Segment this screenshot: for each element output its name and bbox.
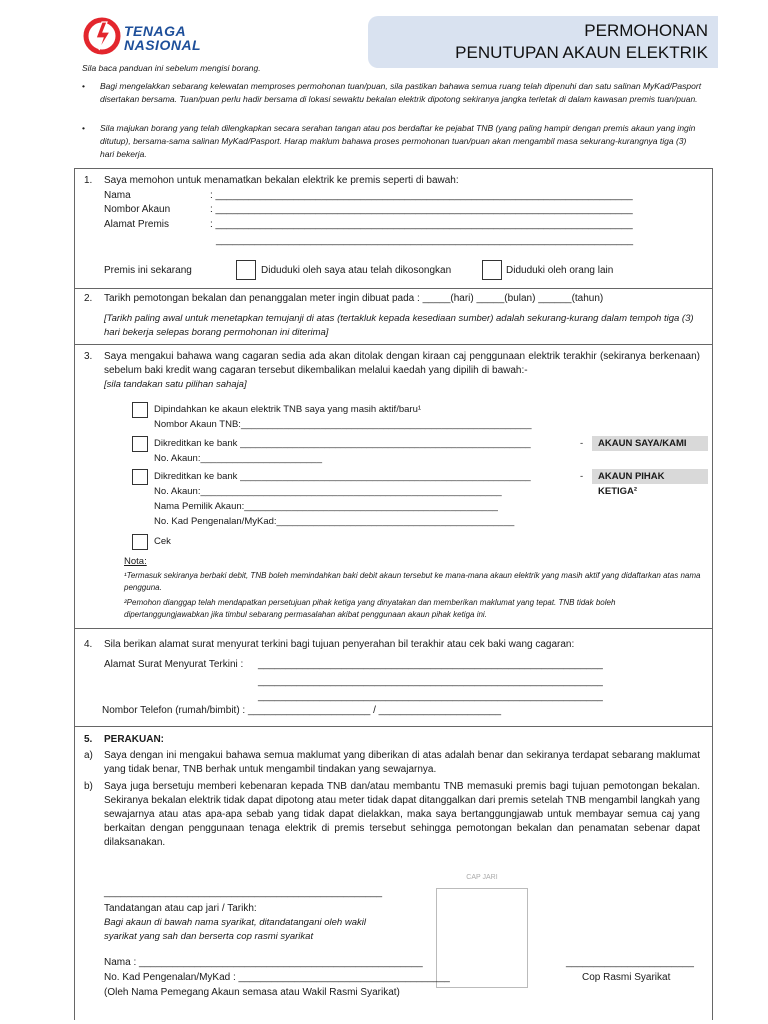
bullet-dot-icon: •: [82, 81, 85, 91]
divider-3: [74, 628, 712, 629]
cop-rasmi-line[interactable]: _______________________: [566, 957, 694, 968]
section1-text: Saya memohon untuk menamatkan bekalan elektrik ke premis seperti di bawah:: [104, 175, 459, 186]
nombor-akaun-tnb-field[interactable]: Nombor Akaun TNB:_______________________________________________________: [154, 419, 532, 430]
guideline-bullet-2: [82, 122, 702, 162]
section2-note: [Tarikh paling awal untuk menetapkan temujanji di atas (tertakluk kepada kesediaan sumber) adalah sekurang-kurang dalam tempoh tiga (3) hari bekerja selepas borang permohonan ini diterima]: [104, 313, 694, 338]
tag-akaun-pihak-ketiga: AKAUN PIHAK KETIGA²: [592, 469, 708, 484]
nama-pemilik-akaun-field[interactable]: Nama Pemilik Akaun:________________________________________________: [154, 501, 498, 512]
nota-label: Nota:: [124, 556, 147, 567]
perakuan-a-text: Saya dengan ini mengakui bahawa semua maklumat yang diberikan di atas adalah benar dan sekiranya terdapat sebarang maklumat yang tidak benar, TNB berhak untuk mengambil tindakan yang sewajarnya.: [104, 750, 700, 775]
nombor-akaun-label: Nombor Akaun: [104, 204, 171, 215]
nota-2: ²Pemohon dianggap telah mendapatkan persetujuan pihak ketiga yang dinyatakan dan memberikan maklumat yang tepat. TNB tidak boleh dipertanggungjawabkan jika timbul sebarang permasalahan akibat penggunaan akaun pihak ketiga ini.: [124, 598, 616, 619]
guideline-bullet-1: [82, 80, 702, 120]
guideline-text: Bagi mengelakkan sebarang kelewatan memproses permohonan tuan/puan, sila pastikan bahawa semua ruang telah dipenuhi dan satu salinan MyKad/Pasport disertakan bersama. Tuan/puan perlu hadir bersama di lokasi sewaktu bekalan elektrik dipotong sekiranya jangka terletak di dalam kawasan premis tuan/puan.: [100, 81, 702, 104]
perakuan-a-label: a): [84, 750, 93, 761]
opt-cek-label: Cek: [154, 536, 171, 547]
cop-rasmi-label: Cop Rasmi Syarikat: [582, 972, 671, 983]
alamat-premis-field[interactable]: : ___________________________________________________________________________: [210, 219, 633, 230]
title-box: [368, 16, 718, 68]
page-title-line2: PENUTUPAN AKAUN ELEKTRIK: [455, 43, 708, 62]
divider-4: [74, 726, 712, 727]
divider-1: [74, 288, 712, 289]
signature-note: Bagi akaun di bawah nama syarikat, ditandatangani oleh wakil syarikat yang sah dan berserta cop rasmi syarikat: [104, 917, 366, 942]
nombor-akaun-field[interactable]: : ___________________________________________________________________________: [210, 204, 633, 215]
perakuan-title: PERAKUAN:: [104, 734, 164, 745]
section2-date-text[interactable]: Tarikh pemotongan bekalan dan penanggalan meter ingin dibuat pada : _____(hari) _____(bulan) ______(tahun): [104, 293, 604, 304]
nombor-telefon-field[interactable]: Nombor Telefon (rumah/bimbit) : ______________________ / ______________________: [102, 705, 502, 716]
bank-pihak-ketiga-field[interactable]: Dikreditkan ke bank _______________________________________________________: [154, 471, 531, 482]
tnb-logo-icon: [82, 16, 122, 56]
ic-signatory-field[interactable]: No. Kad Pengenalan/MyKad : ______________________________________: [104, 972, 450, 983]
checkbox-diduduki-orang-lain[interactable]: [482, 260, 502, 280]
page-title-line1: PERMOHONAN: [584, 21, 708, 40]
nota-1: ¹Termasuk sekiranya berbaki debit, TNB boleh memindahkan baki debit akaun tersebut ke mana-mana akaun elektrik yang masih aktif yang didaftarkan atas nama pengguna.: [124, 571, 701, 592]
section5-number: 5.: [84, 734, 93, 745]
dash-2: -: [580, 471, 584, 482]
alamat-surat-field-1[interactable]: ______________________________________________________________: [258, 659, 603, 670]
checkbox-diduduki-saya[interactable]: [236, 260, 256, 280]
divider-2: [74, 344, 712, 345]
dash-1: -: [580, 438, 584, 449]
opt-diduduki-saya-label: Diduduki oleh saya atau telah dikosongkan: [261, 265, 452, 276]
logo-line2: NASIONAL: [124, 37, 202, 53]
checkbox-bank-akaun-saya[interactable]: [132, 436, 148, 452]
section3-number: 3.: [84, 351, 93, 362]
opt-pindah-akaun-label: Dipindahkan ke akaun elektrik TNB saya yang masih aktif/baru¹: [154, 404, 422, 415]
no-akaun-pihak-ketiga-field[interactable]: No. Akaun:_________________________________________________________: [154, 486, 502, 497]
signature-label: Tandatangan atau cap jari / Tarikh:: [104, 903, 257, 914]
section3-instruction: [sila tandakan satu pilihan sahaja]: [104, 379, 247, 390]
guideline-text: Sila majukan borang yang telah dilengkapkan secara serahan tangan atau pos berdaftar ke pejabat TNB (yang paling hampir dengan premis akaun yang ingin ditutup), bersama-sama salinan MyKad/Pasport. Harap maklum bahawa proses permohonan tuan/puan akan mengambil masa sekurang-kurangnya tiga (3) hari bekerja.: [100, 123, 696, 159]
signature-line[interactable]: __________________________________________________: [104, 887, 383, 898]
perakuan-b-label: b): [84, 781, 93, 792]
nama-signatory-field[interactable]: Nama : ___________________________________________________: [104, 957, 423, 968]
form-frame-top: [74, 168, 712, 169]
section3-text: Saya mengakui bahawa wang cagaran sedia ada akan ditolak dengan kiraan caj penggunaan elektrik terakhir (sekiranya berkenaan) sebelum baki kredit wang cagaran tersebut dikembalikan melalui kaedah yang dipilih di bawah:-: [104, 351, 700, 376]
signatory-note: (Oleh Nama Pemegang Akaun semasa atau Wakil Rasmi Syarikat): [104, 987, 400, 998]
bullet-dot-icon: •: [82, 123, 85, 133]
section4-number: 4.: [84, 639, 93, 650]
alamat-premis-label: Alamat Premis: [104, 219, 170, 230]
cap-jari-label: CAP JARI: [466, 874, 498, 881]
perakuan-b-text: Saya juga bersetuju memberi kebenaran kepada TNB dan/atau membantu TNB memasuki premis bagi tujuan pemotongan bekalan. Sekiranya bekalan elektrik tidak dapat dipotong atau meter tidak dapat ditanggalkan dari premis setelah TNB mengambil langkah yang sewajarnya atau atas apa-apa sebab yang tidak dapat dielakkan, maka saya bertanggungjawab untuk membayar semua caj yang berkaitan dengan penggunaan tenaga elektrik di premis tersebut sehingga pemotongan bekalan dan penamatan sebenar dapat dilaksanakan.: [104, 781, 700, 848]
checkbox-cek[interactable]: [132, 534, 148, 550]
intro-text: Sila baca panduan ini sebelum mengisi borang.: [82, 63, 261, 73]
section1-number: 1.: [84, 175, 93, 186]
logo-line1: TENAGA: [124, 23, 187, 39]
no-akaun-saya-field[interactable]: No. Akaun:_______________________: [154, 453, 322, 464]
checkbox-pindah-akaun-tnb[interactable]: [132, 402, 148, 418]
alamat-premis-field-2[interactable]: ___________________________________________________________________________: [216, 235, 634, 246]
premis-label: Premis ini sekarang: [104, 265, 192, 276]
alamat-surat-field-2[interactable]: ______________________________________________________________: [258, 676, 603, 687]
section2-number: 2.: [84, 293, 93, 304]
nama-label: Nama: [104, 190, 131, 201]
logo-wordmark: [124, 24, 201, 52]
section4-text: Sila berikan alamat surat menyurat terkini bagi tujuan penyerahan bil terakhir atau cek baki wang cagaran:: [104, 639, 575, 650]
alamat-surat-label: Alamat Surat Menyurat Terkini :: [104, 659, 244, 670]
nama-field[interactable]: : ___________________________________________________________________________: [210, 190, 633, 201]
tag-akaun-saya-kami: AKAUN SAYA/KAMI: [592, 436, 708, 451]
form-frame-left: [74, 168, 75, 1020]
kad-pengenalan-pihak-ketiga-field[interactable]: No. Kad Pengenalan/MyKad:_____________________________________________: [154, 516, 515, 527]
form-frame-right: [712, 168, 713, 1020]
alamat-surat-field-3[interactable]: ______________________________________________________________: [258, 691, 603, 702]
bank-akaun-saya-field[interactable]: Dikreditkan ke bank _______________________________________________________: [154, 438, 531, 449]
opt-diduduki-orang-lain-label: Diduduki oleh orang lain: [506, 265, 614, 276]
checkbox-bank-pihak-ketiga[interactable]: [132, 469, 148, 485]
